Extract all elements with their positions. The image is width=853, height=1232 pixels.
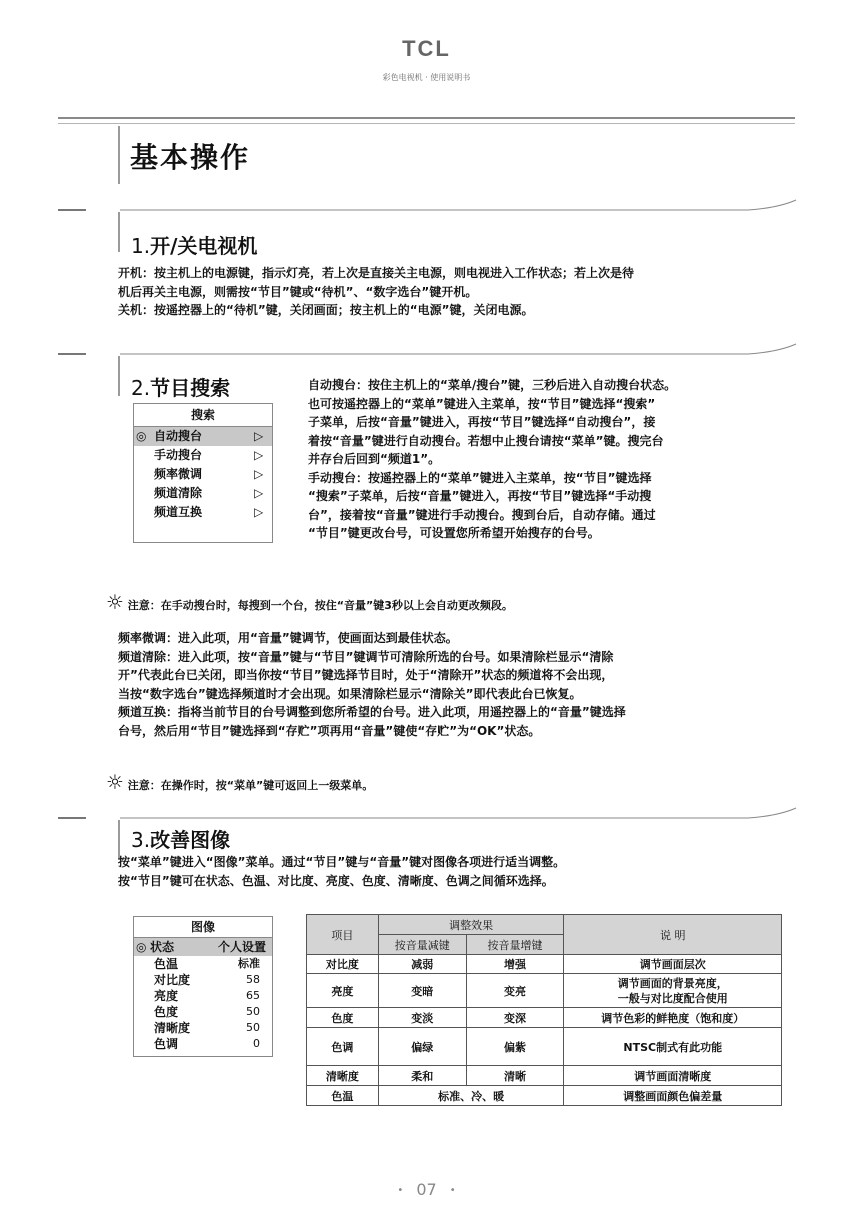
cell-plus: 变亮 — [466, 974, 564, 1008]
menu-item-label: 状态 — [150, 940, 175, 954]
picture-menu — [133, 916, 273, 1057]
title-bar — [118, 126, 120, 184]
section-2-number: 2. — [131, 376, 151, 400]
menu-item-label: 色度 — [154, 1005, 179, 1019]
text-line: 也可按遥控器上的“菜单”键进入主菜单，按“节目”键选择“搜索” — [308, 396, 656, 411]
header-description: 说 明 — [564, 915, 782, 955]
search-menu-header: 搜索 — [134, 404, 272, 427]
menu-item-label: 对比度 — [154, 973, 191, 987]
arrow-right-icon: ▷ — [254, 486, 264, 500]
menu-item-color-temp[interactable] — [134, 956, 272, 972]
cell-plus: 偏紫 — [466, 1028, 564, 1066]
table-row — [307, 1066, 782, 1086]
text-line: 当按“数字选台”键选择频道时才会出现。如果清除栏显示“清除关”即代表此台已恢复。 — [118, 686, 582, 701]
cell-minus: 变淡 — [378, 1008, 466, 1028]
header-volume-plus: 按音量增键 — [466, 935, 564, 955]
section-3-title — [131, 824, 230, 853]
page-title: 基本操作 — [130, 141, 251, 174]
text-line: 手动搜台：按遥控器上的“菜单”键进入主菜单，按“节目”键选择 — [308, 470, 652, 485]
menu-item-channel-swap[interactable] — [134, 503, 272, 522]
dot-icon: • — [397, 1185, 404, 1196]
text-line: “搜索”子菜单，后按“音量”键进入，再按“节目”键选择“手动搜 — [308, 489, 652, 503]
section-1-body — [118, 264, 798, 320]
menu-item-label: 频道互换 — [154, 505, 203, 519]
table-row — [307, 1028, 782, 1066]
sun-icon: ☼ — [106, 590, 124, 614]
menu-item-sharpness[interactable] — [134, 1020, 272, 1036]
menu-item-tint[interactable] — [134, 1036, 272, 1052]
text-line: 频道互换：指将当前节目的台号调整到您所希望的台号。进入此项，用遥控器上的“音量”键选择 — [118, 705, 626, 719]
text-line: 开”代表此台已关闭，即当你按“节目”键选择节目时，处于“清除开”状态的频道将不会出现， — [118, 668, 614, 682]
menu-item-contrast[interactable] — [134, 972, 272, 988]
menu-item-label: 频率微调 — [154, 467, 203, 481]
arrow-right-icon: ▷ — [254, 429, 264, 443]
menu-item-label: 色调 — [154, 1037, 179, 1051]
section-divider-1 — [58, 196, 798, 218]
menu-item-value: 50 — [246, 1005, 260, 1018]
menu-item-status[interactable] — [134, 938, 272, 956]
page-number — [0, 1180, 853, 1199]
cell-desc: NTSC制式有此功能 — [564, 1028, 782, 1066]
table-row — [307, 1008, 782, 1028]
table-row — [307, 1086, 782, 1106]
search-menu — [133, 403, 273, 543]
menu-item-label: 清晰度 — [154, 1021, 191, 1035]
cell-plus: 变深 — [466, 1008, 564, 1028]
section-3-body — [118, 853, 798, 890]
top-rule-2 — [58, 123, 795, 124]
cell-item: 对比度 — [307, 955, 379, 974]
note-2-text: 注意：在操作时，按“菜单”键可返回上一级菜单。 — [127, 779, 374, 792]
menu-item-label: 频道清除 — [154, 486, 203, 500]
arrow-right-icon: ▷ — [254, 448, 264, 462]
cell-merged: 标准、冷、暖 — [378, 1086, 564, 1106]
arrow-right-icon: ▷ — [254, 505, 264, 519]
cell-minus: 变暗 — [378, 974, 466, 1008]
cell-item: 亮度 — [307, 974, 379, 1008]
cell-item: 色温 — [307, 1086, 379, 1106]
text-line: 着按“音量”键进行自动搜台。若想中止搜台请按“菜单”键。搜完台 — [308, 433, 664, 448]
cell-desc-line: 调节画面的背景亮度， — [617, 976, 728, 990]
cell-desc: 调整画面颜色偏差量 — [564, 1086, 782, 1106]
menu-item-channel-clear[interactable] — [134, 484, 272, 503]
menu-item-value: 0 — [253, 1037, 260, 1050]
header-volume-minus: 按音量减键 — [378, 935, 466, 955]
text-line: 自动搜台：按住主机上的“菜单/搜台”键，三秒后进入自动搜台状态。 — [308, 378, 677, 392]
text-line: 并存台后回到“频道1”。 — [308, 452, 441, 466]
page-number-text: 07 — [416, 1180, 437, 1199]
section-2-right-text — [308, 376, 798, 543]
text-line: 台”，接着按“音量”键进行手动搜台。搜到台后，自动存储。通过 — [308, 507, 656, 522]
text-line: 开机：按主机上的电源键，指示灯亮，若上次是直接关主电源，则电视进入工作状态；若上次是待 — [118, 266, 635, 280]
section-2-body — [118, 629, 798, 740]
cell-desc: 调节画面清晰度 — [564, 1066, 782, 1086]
section-1-number: 1. — [131, 234, 151, 258]
menu-item-value: 个人设置 — [217, 940, 266, 954]
menu-item-fine-tune[interactable] — [134, 465, 272, 484]
section-3-number: 3. — [131, 828, 151, 852]
brand-subtitle: 彩色电视机 · 使用说明书 — [382, 73, 471, 82]
section-3-heading: 改善图像 — [150, 828, 231, 852]
cell-minus: 偏绿 — [378, 1028, 466, 1066]
sun-icon: ☼ — [106, 770, 124, 794]
text-line: “节目”键更改台号，可设置您所希望开始搜存的台号。 — [308, 526, 600, 540]
menu-item-auto-search[interactable] — [134, 427, 272, 446]
section-bar-1 — [118, 212, 120, 252]
text-line: 子菜单，后按“音量”键进入，再按“节目”键选择“自动搜台”，接 — [308, 415, 656, 429]
cell-minus: 柔和 — [378, 1066, 466, 1086]
text-line: 按“节目”键可在状态、色温、对比度、亮度、色度、清晰度、色调之间循环选择。 — [118, 873, 554, 888]
cell-item: 清晰度 — [307, 1066, 379, 1086]
cell-desc — [564, 974, 782, 1008]
note-1 — [106, 590, 796, 614]
dot-icon: • — [449, 1185, 456, 1196]
cell-item: 色度 — [307, 1008, 379, 1028]
menu-item-manual-search[interactable] — [134, 446, 272, 465]
table-row — [307, 974, 782, 1008]
brand-logo: TCL — [402, 36, 451, 61]
text-line: 关机：按遥控器上的“待机”键，关闭画面；按主机上的“电源”键，关闭电源。 — [118, 303, 534, 317]
table-row — [307, 955, 782, 974]
section-divider-3 — [58, 804, 798, 826]
section-1-heading: 开/关电视机 — [150, 234, 258, 258]
menu-item-color[interactable] — [134, 1004, 272, 1020]
cell-item: 色调 — [307, 1028, 379, 1066]
text-line: 频率微调：进入此项，用“音量”键调节，使画面达到最佳状态。 — [118, 631, 458, 645]
menu-item-brightness[interactable] — [134, 988, 272, 1004]
adjustment-table — [306, 914, 782, 1106]
menu-item-label: 手动搜台 — [154, 448, 203, 462]
note-2 — [106, 770, 796, 794]
selection-marker-icon: ◎ — [136, 940, 147, 954]
text-line: 频道清除：进入此项，按“音量”键与“节目”键调节可清除所选的台号。如果清除栏显示“清除 — [118, 649, 614, 664]
cell-desc-line: 一般与对比度配合使用 — [617, 991, 728, 1005]
menu-item-value: 标准 — [238, 957, 260, 970]
cell-desc: 调节色彩的鲜艳度（饱和度） — [564, 1008, 782, 1028]
menu-item-label: 自动搜台 — [154, 429, 203, 443]
cell-plus: 清晰 — [466, 1066, 564, 1086]
section-divider-2 — [58, 340, 798, 362]
menu-item-value: 50 — [246, 1021, 260, 1034]
note-1-text: 注意：在手动搜台时，每搜到一个台，按住“音量”键3秒以上会自动更改频段。 — [127, 599, 513, 612]
header-item: 项目 — [307, 915, 379, 955]
menu-item-value: 58 — [246, 973, 260, 986]
arrow-right-icon: ▷ — [254, 467, 264, 481]
text-line: 台号，然后用“节目”键选择到“存贮”项再用“音量”键使“存贮”为“OK”状态。 — [118, 723, 541, 738]
cell-minus: 减弱 — [378, 955, 466, 974]
cell-plus: 增强 — [466, 955, 564, 974]
section-2-heading: 节目搜索 — [150, 376, 231, 400]
menu-item-label: 色温 — [154, 957, 179, 971]
menu-item-value: 65 — [246, 989, 260, 1002]
selection-marker-icon: ◎ — [136, 429, 147, 443]
cell-desc: 调节画面层次 — [564, 955, 782, 974]
section-bar-2 — [118, 356, 120, 396]
text-line: 按“菜单”键进入“图像”菜单。通过“节目”键与“音量”键对图像各项进行适当调整。 — [118, 855, 566, 869]
top-rule — [58, 117, 795, 119]
header-effect: 调整效果 — [378, 915, 564, 935]
section-1-title — [131, 230, 257, 259]
menu-item-label: 亮度 — [154, 989, 179, 1003]
text-line: 机后再关主电源，则需按“节目”键或“待机”、“数字选台”键开机。 — [118, 284, 478, 299]
picture-menu-header: 图像 — [134, 917, 272, 938]
section-2-title — [131, 372, 230, 401]
